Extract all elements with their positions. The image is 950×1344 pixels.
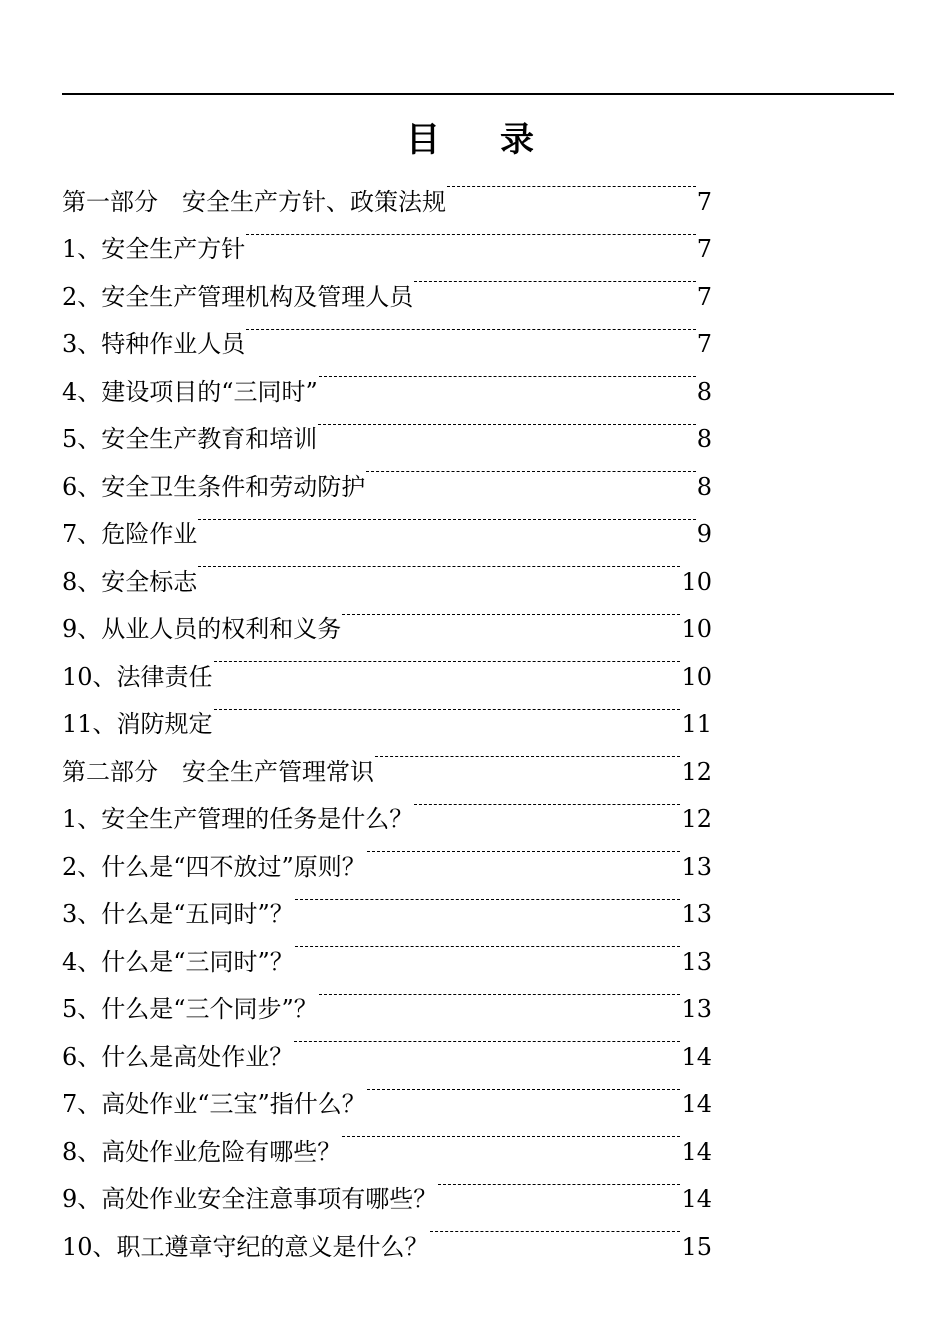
toc-page-number: 8 bbox=[696, 425, 712, 453]
toc-page-number: 14 bbox=[681, 1090, 712, 1118]
toc-entry-title: 8、安全标志 bbox=[62, 567, 198, 596]
toc-dot-leader bbox=[342, 590, 680, 638]
toc-dot-leader bbox=[414, 257, 695, 305]
toc-page-number: 14 bbox=[681, 1185, 712, 1213]
toc-entry-title: 9、高处作业安全注意事项有哪些？ bbox=[62, 1185, 438, 1213]
toc-page-number: 7 bbox=[696, 330, 712, 358]
toc-entry-title: 7、高处作业“三宝”指什么？ bbox=[62, 1090, 366, 1118]
toc-page-number: 10 bbox=[681, 615, 712, 643]
toc-entry-title: 9、从业人员的权利和义务 bbox=[62, 615, 342, 643]
toc-page-number: 13 bbox=[681, 995, 712, 1023]
toc-page-number: 8 bbox=[696, 472, 712, 501]
toc-page-number: 10 bbox=[681, 567, 712, 596]
toc-page-number: 7 bbox=[696, 282, 712, 311]
toc-entry-title: 7、危险作业 bbox=[62, 520, 198, 548]
toc-entry-title: 10、法律责任 bbox=[62, 662, 213, 691]
toc-dot-leader bbox=[246, 305, 695, 353]
toc-dot-leader bbox=[366, 447, 695, 495]
toc-entry-title: 6、安全卫生条件和劳动防护 bbox=[62, 472, 366, 501]
toc-page-number: 15 bbox=[681, 1232, 712, 1261]
toc-dot-leader bbox=[295, 875, 681, 923]
toc-page-number: 13 bbox=[681, 852, 712, 881]
toc-entry-title: 3、特种作业人员 bbox=[62, 330, 246, 358]
toc-dot-leader bbox=[246, 210, 695, 258]
toc-dot-leader bbox=[375, 732, 680, 780]
toc-list bbox=[62, 162, 712, 1261]
toc-page-number: 11 bbox=[681, 710, 712, 738]
toc-dot-leader bbox=[414, 780, 680, 828]
toc-dot-leader bbox=[295, 922, 681, 970]
toc-entry-title: 4、什么是“三同时”？ bbox=[62, 947, 294, 976]
toc-page-number: 14 bbox=[681, 1137, 712, 1166]
toc-dot-leader bbox=[198, 495, 695, 543]
toc-entry-title: 5、什么是“三个同步”？ bbox=[62, 995, 318, 1023]
toc-dot-leader bbox=[214, 637, 681, 685]
toc-entry-title: 2、安全生产管理机构及管理人员 bbox=[62, 282, 414, 311]
toc-title: 目录 bbox=[406, 120, 594, 160]
toc-entry-title: 3、什么是“五同时”？ bbox=[62, 900, 294, 928]
toc-dot-leader bbox=[342, 1112, 680, 1160]
toc-entry-title: 1、安全生产方针 bbox=[62, 235, 246, 263]
toc-dot-leader bbox=[367, 1065, 681, 1113]
toc-dot-leader bbox=[214, 685, 681, 733]
toc-entry-title: 1、安全生产管理的任务是什么？ bbox=[62, 805, 414, 833]
toc-dot-leader bbox=[318, 400, 695, 448]
toc-entry-title: 8、高处作业危险有哪些？ bbox=[62, 1137, 342, 1166]
toc-dot-leader bbox=[319, 970, 681, 1018]
toc-page-number: 10 bbox=[681, 662, 712, 691]
toc-entry-title: 4、建设项目的“三同时” bbox=[62, 377, 318, 406]
toc-page-number: 12 bbox=[681, 757, 712, 786]
toc-dot-leader bbox=[319, 352, 696, 400]
toc-entry-title: 10、职工遵章守纪的意义是什么？ bbox=[62, 1232, 429, 1261]
toc-page-number: 8 bbox=[696, 377, 712, 406]
toc-dot-leader bbox=[198, 542, 680, 590]
toc-dot-leader bbox=[447, 162, 696, 210]
toc-page-number: 13 bbox=[681, 947, 712, 976]
toc-entry-title: 11、消防规定 bbox=[62, 710, 213, 738]
toc-dot-leader bbox=[294, 1017, 680, 1065]
toc-entry-title: 2、什么是“四不放过”原则？ bbox=[62, 852, 366, 881]
toc-page-number: 9 bbox=[696, 520, 712, 548]
toc-entry-title: 5、安全生产教育和培训 bbox=[62, 425, 318, 453]
toc-page-number: 12 bbox=[681, 805, 712, 833]
toc-dot-leader bbox=[367, 827, 681, 875]
toc-page-number: 14 bbox=[681, 1042, 712, 1071]
toc-page-number: 13 bbox=[681, 900, 712, 928]
toc-entry-title: 6、什么是高处作业？ bbox=[62, 1042, 294, 1071]
header-rule bbox=[62, 93, 894, 95]
toc-entry-title: 第一部分 安全生产方针、政策法规 bbox=[62, 187, 446, 216]
toc-entry[interactable] bbox=[62, 162, 712, 216]
toc-page-number: 7 bbox=[696, 235, 712, 263]
toc-entry-title: 第二部分 安全生产管理常识 bbox=[62, 757, 374, 786]
toc-dot-leader bbox=[438, 1160, 680, 1208]
toc-page-number: 7 bbox=[696, 187, 712, 216]
toc-dot-leader bbox=[430, 1207, 681, 1255]
